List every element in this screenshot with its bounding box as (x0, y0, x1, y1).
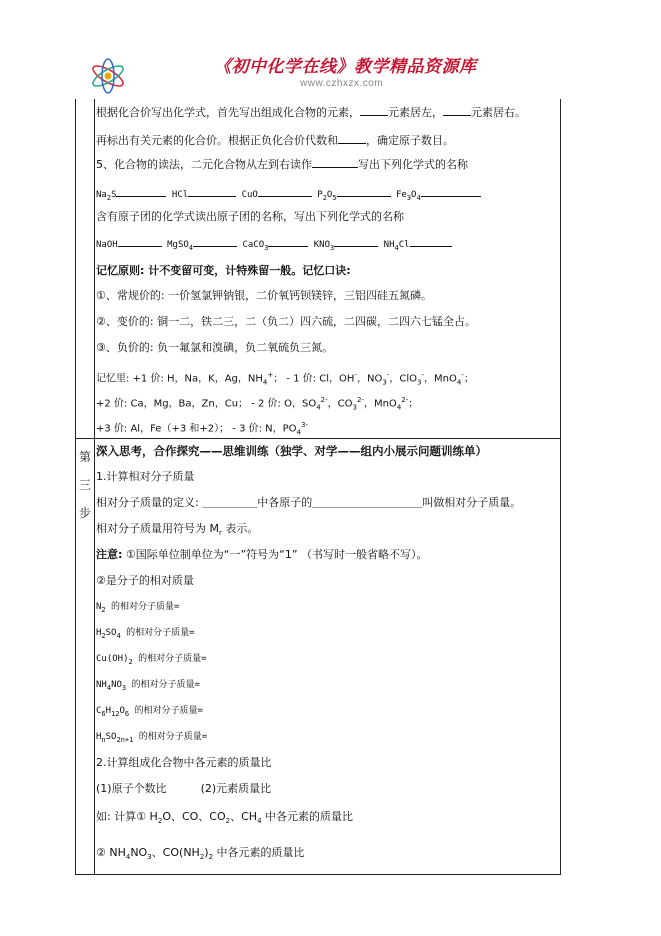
table-border-bottom (75, 874, 561, 875)
table-border-left (75, 99, 76, 875)
note-2: ②是分子的相对质量 (96, 574, 194, 587)
mass-nh4no3: $NH_4NO_3$ 的相对分子质量= (96, 680, 200, 692)
mass-n2: $N_2$ 的相对分子质量= (96, 602, 180, 614)
mass-cuoh2: $Cu(OH)_2$ 的相对分子质量= (96, 654, 207, 666)
symbol-line: 相对分子质量用符号为 $M_r$ 表示。 (96, 522, 259, 538)
table-column-divider (94, 99, 95, 875)
ratio-types: (1)原子个数比 (2)元素质量比 (96, 782, 272, 795)
header-banner (0, 0, 661, 100)
text-line-2: 再标出有关元素的化合价。根据正负化合价代数和 ，确定原子数目。 (96, 134, 454, 147)
mass-glucose: $C_6H_{12}O_6$ 的相对分子质量= (96, 706, 203, 718)
example-1: 如: 计算① $H_2O$、CO、$CO_2$、$CH_4$ 中各元素的质量比 (96, 810, 354, 826)
example-2: ② $NH_4NO_3$、$CO(NH_2)_2$ 中各元素的质量比 (96, 846, 305, 862)
item-2-title: 2.计算组成化合物中各元素的质量比 (96, 756, 272, 769)
table-border-right (560, 99, 561, 875)
memory-principle: 记忆原则: 计不变留可变，计特殊留一般。记忆口诀: (96, 264, 351, 277)
document-table (75, 99, 561, 875)
text-line-3: 5、化合物的读法，二元化合物从左到右读作 写出下列化学式的名称 (96, 158, 468, 171)
memory-line-3: +3 价: Al，Fe（+3 和+2）； - 3 价: N，$PO_4^{3-}$ (96, 421, 308, 437)
memory-line-2: +2 价: Ca，Mg，Ba，Zn，Cu； - 2 价: O，$SO_4^{2-}$，$CO_3^{2-}$，MnO$_4^{2-}$； (96, 396, 419, 412)
step-label: 第 三 步 (78, 450, 91, 520)
definition-line: 相对分子质量的定义: ＿＿＿＿＿中各原子的＿＿＿＿＿＿＿＿＿＿叫做相对分子质量。 (96, 496, 522, 509)
formula-line-1: $Na_2S$ HCl CuO $P_2O_5$ $Fe_3O_4$ (96, 185, 481, 206)
text-line-5: 含有原子团的化学式读出原子团的名称，写出下列化学式的名称 (96, 210, 404, 223)
item-1-title: 1.计算相对分子质量 (96, 470, 195, 483)
memory-line-1: 记忆里: +1 价: H，Na，K，Ag，$NH_4^+$； - 1 价: Cl，OH-，$NO_3^-$，ClO$_3$-，MnO$_4$-； (96, 371, 474, 387)
banner-url: www.czhxzx.com (300, 78, 384, 89)
rule-variable-valence: ②、变价的: 铜一二，铁二三，二（负二）四六硫，二四碳，二四六七锰全占。 (96, 315, 477, 328)
atom-logo-icon (88, 56, 128, 96)
formula-line-2: NaOH MgSO$_4$ CaCO$_3$ $KNO_3$ $NH_4Cl$ (96, 235, 452, 256)
mass-h2so4: $H_2SO_4$ 的相对分子质量= (96, 628, 195, 640)
rule-negative-valence: ③、负价的: 负一氟氯和溴碘，负二氧硫负三氮。 (96, 341, 334, 354)
section-title: 深入思考，合作探究——思维训练（独学、对学——组内小展示问题训练单） (96, 444, 487, 458)
rule-common-valence: ①、常规价的: 一价氢氯钾钠银，二价氧钙钡镁锌，三铝四硅五氮磷。 (96, 289, 433, 302)
mass-hnso2n1: $H_nSO_{2n+1}$ 的相对分子质量= (96, 732, 208, 744)
note-line: 注意: ①国际单位制单位为“一”符号为“1” （书写时一般省略不写）。 (96, 548, 428, 561)
banner-title: 《初中化学在线》教学精品资源库 (214, 57, 477, 77)
text-line-1: 根据化合价写出化学式，首先写出组成化合物的元素， 元素居左， 元素居右。 (96, 106, 526, 119)
